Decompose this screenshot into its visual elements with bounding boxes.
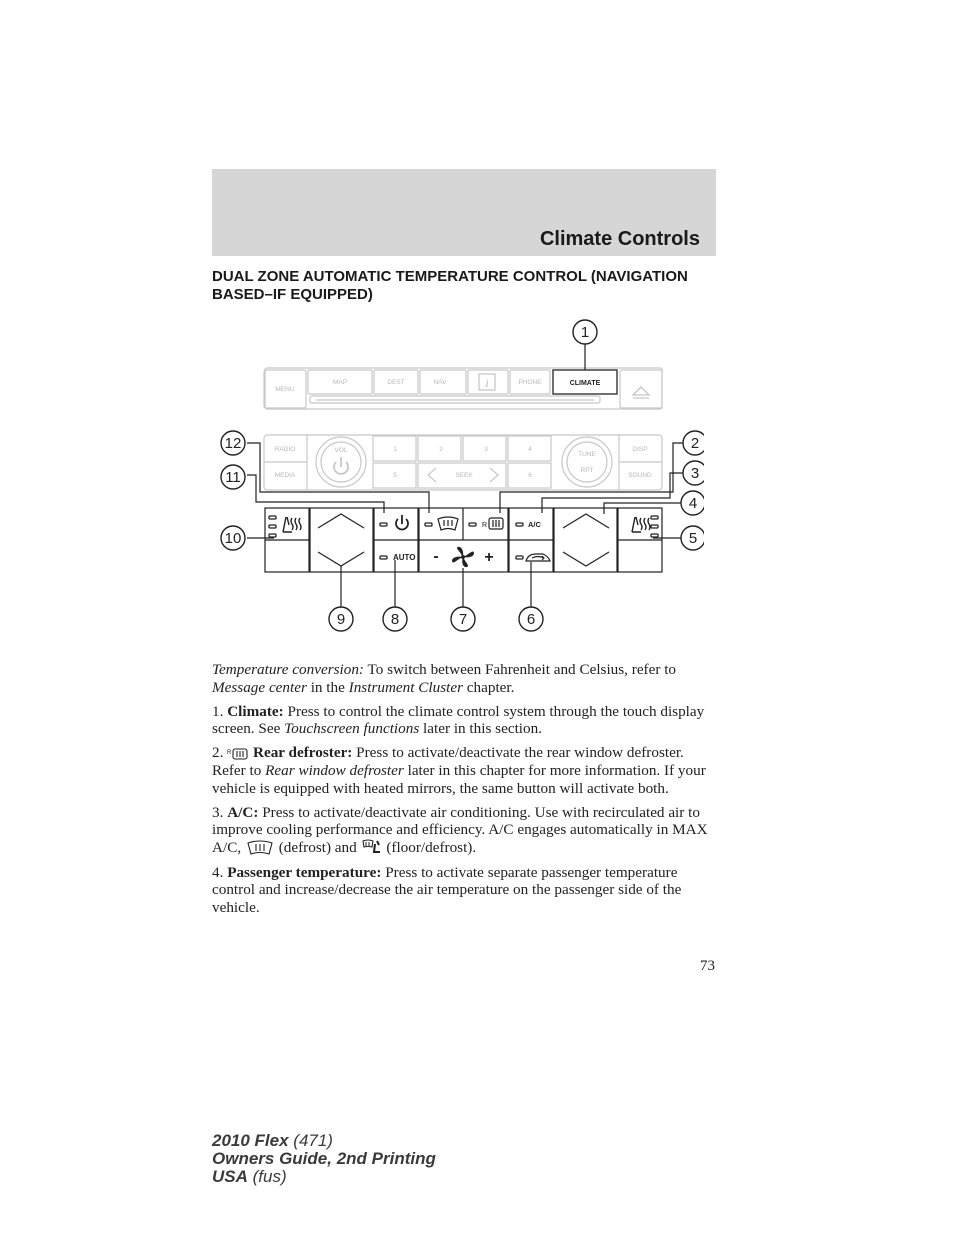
item-1-paragraph: 1. Climate: Press to control the climate control system through the touch display screen. See Touchscreen functions later in this section. bbox=[212, 702, 705, 738]
section-heading: DUAL ZONE AUTOMATIC TEMPERATURE CONTROL (NAVIGATION BASED–IF EQUIPPED) bbox=[212, 268, 688, 303]
footer-edition: Owners Guide, 2nd Printing bbox=[212, 1149, 436, 1168]
preset-6-label: 6 bbox=[528, 472, 532, 479]
callout-1: 1 bbox=[580, 324, 590, 341]
callout-6: 6 bbox=[526, 611, 536, 628]
chapter-title: Climate Controls bbox=[539, 228, 700, 250]
callout-8: 8 bbox=[390, 611, 400, 628]
item-4-label: Passenger temperature: bbox=[227, 863, 382, 881]
conversion-paragraph: Temperature conversion: To switch between Fahrenheit and Celsius, refer to Message center in the Instrument Cluster chapter. bbox=[212, 661, 677, 696]
climate-control-diagram bbox=[212, 312, 704, 647]
power-icon bbox=[334, 457, 348, 474]
item-3-label: A/C: bbox=[227, 803, 259, 821]
eject-icon bbox=[633, 387, 649, 398]
map-label: MAP bbox=[332, 379, 348, 386]
defrost-icon bbox=[245, 840, 275, 856]
callout-10: 10 bbox=[224, 530, 242, 547]
preset-5-label: 5 bbox=[393, 472, 397, 479]
seek-label: SEEK bbox=[455, 472, 473, 479]
menu-label: MENU bbox=[275, 386, 295, 393]
phone-label: PHONE bbox=[518, 379, 542, 386]
footer-market: USA bbox=[212, 1167, 248, 1186]
fan-minus-label: - bbox=[433, 548, 439, 565]
svg-text:R: R bbox=[227, 749, 232, 756]
callout-12: 12 bbox=[224, 435, 242, 452]
item-3-paragraph: 3. A/C: Press to activate/deactivate air conditioning. Use with recirculated air to improve cooling performance and efficiency. A/C engages automatically in MAX A/C, (defrost) and (floor/defrost). bbox=[212, 803, 708, 856]
footer-model: 2010 Flex bbox=[212, 1131, 289, 1150]
message-center-ref: Message center bbox=[212, 678, 307, 696]
sound-label: SOUND bbox=[628, 472, 652, 479]
disp-label: DISP bbox=[632, 446, 648, 453]
body-text bbox=[212, 661, 716, 923]
item-1-label: Climate: bbox=[227, 702, 284, 720]
svg-text:i: i bbox=[485, 376, 489, 390]
page-number: 73 bbox=[700, 958, 715, 974]
preset-1-label: 1 bbox=[393, 446, 397, 453]
vol-label: VOL bbox=[334, 447, 348, 454]
callout-9: 9 bbox=[336, 611, 346, 628]
instrument-cluster-ref: Instrument Cluster bbox=[348, 678, 463, 696]
callout-11: 11 bbox=[225, 469, 241, 486]
item-4-paragraph: 4. Passenger temperature: Press to activate separate passenger temperature control and increase/decrease the air temperature on the passenger side of the vehicle. bbox=[212, 863, 682, 917]
callout-5: 5 bbox=[688, 530, 698, 547]
rear-window-defroster-ref: Rear window defroster bbox=[265, 761, 404, 779]
item-2-label: Rear defroster: bbox=[252, 744, 353, 762]
rear-r-label: R bbox=[482, 522, 488, 529]
auto-label: AUTO bbox=[393, 553, 416, 562]
dest-label: DEST bbox=[387, 379, 405, 386]
callout-2: 2 bbox=[690, 435, 700, 452]
preset-2-label: 2 bbox=[439, 446, 443, 453]
touchscreen-ref: Touchscreen functions bbox=[284, 720, 420, 738]
preset-4-label: 4 bbox=[528, 446, 532, 453]
conversion-lead: Temperature conversion: bbox=[212, 661, 364, 678]
fan-plus-label: + bbox=[484, 549, 494, 566]
rpt-label: RPT bbox=[580, 467, 594, 474]
callout-7: 7 bbox=[458, 611, 468, 628]
media-label: MEDIA bbox=[274, 472, 296, 479]
radio-label: RADIO bbox=[274, 446, 296, 453]
preset-3-label: 3 bbox=[484, 446, 488, 453]
callout-4: 4 bbox=[688, 495, 698, 512]
item-2-paragraph: 2. R Rear defroster: Press to activate/deactivate the rear window defroster. Refer to Rear window defroster later in this chapter for more information. If your vehicle is equipped with heated mirrors, the same button will activate both. bbox=[212, 744, 706, 797]
footer: 2010 Flex (471) Owners Guide, 2nd Printing USA (fus) bbox=[212, 1131, 436, 1186]
tune-label: TUNE bbox=[578, 451, 596, 458]
ac-label: A/C bbox=[528, 520, 541, 529]
rear-defrost-icon bbox=[227, 747, 249, 761]
climate-label: CLIMATE bbox=[569, 380, 601, 387]
nav-label: NAV bbox=[433, 379, 447, 386]
callout-3: 3 bbox=[690, 465, 700, 482]
floor-defrost-icon bbox=[361, 839, 383, 857]
chapter-header-band bbox=[212, 169, 716, 256]
